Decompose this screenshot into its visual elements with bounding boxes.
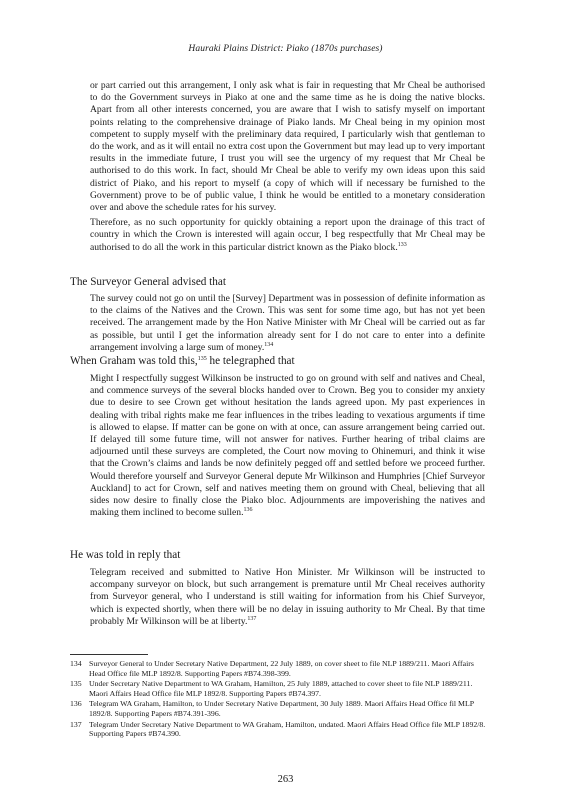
footnote-number: 135 [70,679,82,689]
quote-text: The survey could not go on until the [Survey] Department was in possession of definite information as to the claims of the Natives and the Crown. This was sent for some time ago, but has not yet been received. The arrangement made by the Hon Native Minister with Mr Cheal will be carried out as far as possible, but until I get the information already sent for I do not care to enter into a definite arrangement involving a large sum of money. [90,293,485,353]
lead-paragraph: He was told in reply that [70,549,181,561]
footnote [70,659,490,678]
quote-paragraph [90,373,485,519]
quote-paragraph: or part carried out this arrangement, I only ask what is fair in requesting that Mr Cheal be authorised to do the Government surveys in Piako at one and the same time as he is doing the native blocks. Apart from all other interests concerned, you are aware that I wish to satisfy myself on important points relating to the comprehensive drainage of Piako lands. Mr Cheal being in my opinion most competent to supply myself with the preliminary data required, I particularly wish that gentleman to do the work, and as it will entail no extra cost upon the Government but may lead up to very important results in the immediate future, I trust you will see the urgency of my request that Mr Cheal be authorised to do this work. In fact, should Mr Cheal be able to verify my own ideas upon this said district of Piako, and his report to myself (a copy of which will if necessary be furnished to the Government) prove to be of public value, I think he would be entitled to a monetary consideration over and above the schedule rates for his survey. [90,80,485,214]
footnote-divider [70,654,148,655]
footnote-number: 134 [70,659,82,668]
footnote [70,720,490,739]
quote-paragraph [90,217,485,254]
quote-block-2 [90,293,485,354]
quote-block-4 [90,567,485,628]
quote-paragraph [90,567,485,628]
lead-paragraph: The Surveyor General advised that [70,276,226,288]
quote-text: Therefore, as no such opportunity for quickly obtaining a report upon the drainage of this tract of country in which the Crown is interested will again occur, I beg respectfully that Mr Cheal may be authorised to do all the work in this particular district known as the Piako block. [90,217,485,253]
quote-text: Might I respectfully suggest Wilkinson be instructed to go on ground with self and natives and Cheal, and commence surveys of the several blocks handed over to Crown. Beg you to consider my anxiety due to desire to see Crown get without hesitation the lands agreed upon. My past experiences in dealing with tribal rights make me fear influences in the tribes leading to vexatious arguments if time is allowed to elapse. If matter can be gone on with at once, can assure arrangement being carried out. If delayed till some future time, will not answer for natives. Further hearing of tribal claims are adjourned until these surveys are completed, the Court now moving to Ohinemuri, and think it wise that the Crown’s claims and lands be now definitely pegged off and settled before we proceed further. Would therefore yourself and Surveyor General depute Mr Wilkinson and Humphries [Chief Surveyor Auckland] to act for Crown, self and natives meeting them on ground with Cheal, believing that all sides now desire to finally close the Piako bloc. Adjournments are impoverishing the natives and making them inclined to become sullen. [90,373,485,519]
footnote-ref[interactable]: 134 [264,341,274,348]
footnote-number: 137 [70,719,82,729]
footnote-ref[interactable]: 137 [247,615,257,622]
footnote-text: Surveyor General to Under Secretary Native Department, 22 July 1889, on cover sheet to file NLP 1889/211. Maori Affairs Head Office file MLP 1892/8. Supporting Papers #B74.398-399. [89,659,474,678]
running-head: Hauraki Plains District: Piako (1870s purchases) [188,44,383,54]
footnote [70,679,490,698]
quote-block-3 [90,373,485,519]
footnote-ref[interactable]: 133 [397,241,407,248]
footnote-number: 136 [70,699,82,709]
footnote-text: Under Secretary Native Department to WA Graham, Hamilton, 25 July 1889, attached to cover sheet to file NLP 1889/211. Maori Affairs Head Office file MLP 1892/8. Supporting Papers #B74.397. [89,679,473,698]
quote-block-1 [90,80,485,254]
lead-text: he telegraphed that [206,355,295,367]
footnotes [70,659,490,740]
lead-text: When Graham was told this, [70,355,198,367]
footnote-text: Telegram Under Secretary Native Department to WA Graham, Hamilton, undated. Maori Affairs Head Office file MLP 1892/8. Supporting Papers #B74.390. [89,719,486,739]
quote-text: Telegram received and submitted to Native Hon Minister. Mr Wilkinson will be instructed to accompany surveyor on block, but such arrangement is premature until Mr Cheal receives authority from Surveyor general, who I understand is still waiting for information from his Chief Surveyor, which is expected shortly, when there will be no delay in issuing authority to Mr Cheal. By that time probably Mr Wilkinson will be at liberty. [90,567,485,627]
footnote-ref[interactable]: 135 [197,356,207,362]
lead-paragraph [70,355,490,368]
page-number: 263 [277,774,294,785]
quote-paragraph [90,293,485,354]
footnote-ref[interactable]: 136 [243,507,253,514]
footnote [70,699,490,718]
footnote-text: Telegram WA Graham, Hamilton, to Under Secretary Native Department, 30 July 1889. Maori Affairs Head Office fil MLP 1892/8. Supporting Papers #B74.391-396. [89,699,474,718]
